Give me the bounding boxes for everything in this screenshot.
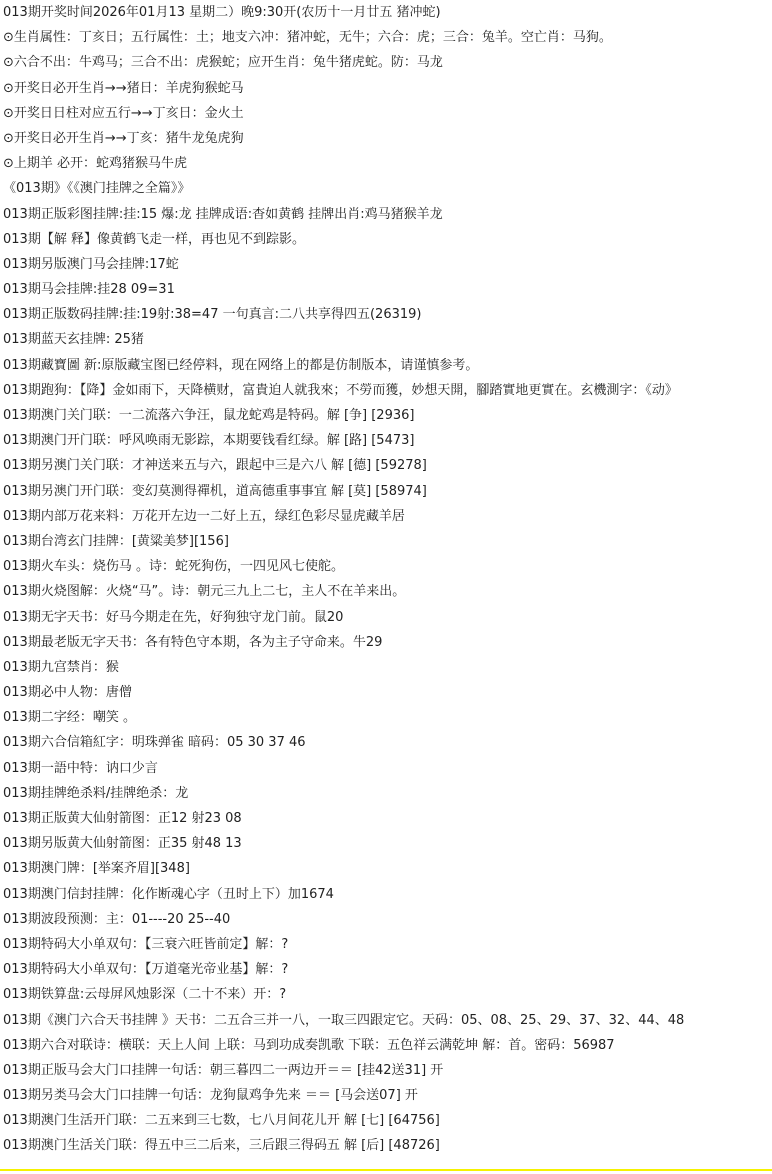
text-line: 013期火烧图解：火烧“马”。诗：朝元三九上二七，主人不在羊来出。 (3, 584, 406, 600)
text-line: 013期正版数码挂牌:挂:19射:38=47 一句真言:二八共享得四五(26319) (3, 307, 422, 323)
bottom-divider (0, 1169, 772, 1171)
text-line: ⊙上期羊 必开：蛇鸡猪猴马牛虎 (3, 156, 188, 172)
text-line: 013期六合信箱紅字：明珠弹雀 暗码：05 30 37 46 (3, 735, 306, 751)
text-line: 013期澳门信封挂牌：化作断魂心字（丑时上下）加1674 (3, 886, 334, 902)
text-line: ⊙生肖属性：丁亥日；五行属性：土；地支六冲：猪冲蛇，无牛；六合：虎；三合：兔羊。空亡肖：马狗。 (3, 30, 612, 46)
text-line: 《013期》《《澳门挂牌之全篇》》 (3, 181, 191, 197)
text-line: 013期澳门生活关门联：得五中三二后来，三后跟三得码五 解 [后] [48726] (3, 1138, 440, 1154)
text-line: 013期【解 释】像黄鹤飞走一样，再也见不到踪影。 (3, 231, 305, 247)
text-line: 013期铁算盘:云母屏风烛影深（二十不来）开：? (3, 987, 287, 1003)
text-line: 013期另澳门开门联：变幻莫测得禪机，道高德重事事宜 解 [莫] [58974] (3, 483, 427, 499)
text-line: 013期另类马会大门口挂牌一句话：龙狗鼠鸡争先来 ＝＝ [马会送07] 开 (3, 1088, 418, 1104)
text-line: ⊙开奖日必开生肖→→猪日：羊虎狗猴蛇马 (3, 80, 244, 96)
text-line: 013期澳门生活开门联：二五来到三七数，七八月间花儿开 解 [七] [64756] (3, 1113, 440, 1129)
text-line: 013期另澳门关门联：才神送来五与六，跟起中三是六八 解 [德] [59278] (3, 458, 427, 474)
text-line: 013期最老版无字天书：各有特色守本期，各为主子守命来。牛29 (3, 634, 383, 650)
text-line: 013期台湾玄门挂牌：[黄粱美梦][156] (3, 533, 229, 549)
text-line: 013期一語中特：讷口少言 (3, 760, 158, 776)
text-line: 013期无字天书：好马今期走在先，好狗独守龙门前。鼠20 (3, 609, 344, 625)
text-line: 013期挂牌绝杀料/挂牌绝杀：龙 (3, 785, 189, 801)
text-line: 013期另版黄大仙射箭图：正35 射48 13 (3, 836, 242, 852)
text-line: 013期内部万花来料：万花开左边一二好上五，绿红色彩尽显虎藏羊居 (3, 508, 405, 524)
text-line: 013期另版澳门马会挂牌:17蛇 (3, 256, 179, 272)
text-line: ⊙六合不出：牛鸡马；三合不出：虎猴蛇；应开生肖：兔牛猪虎蛇。防：马龙 (3, 55, 443, 71)
text-line: 013期特码大小单双句：【万道毫光帝业基】解：? (3, 962, 289, 978)
text-line: 013期开奖时间2026年01月13 星期二）晚9:30开(农历十一月廿五 猪冲蛇) (3, 5, 441, 20)
text-line: 013期正版彩图挂牌:挂:15 爆:龙 挂牌成语:杳如黄鹤 挂牌出肖:鸡马猪猴羊龙 (3, 206, 443, 222)
text-line: 013期六合对联诗：横联：天上人间 上联：马到功成奏凯歌 下联：五色祥云满乾坤 解：首。密码：56987 (3, 1037, 615, 1053)
text-line: 013期跑狗：【降】金如雨下，天降横财，富貴迫人就我來；不勞而獲，妙想天開，腳踏實地更實在。玄機測字：《动》 (3, 382, 678, 398)
text-line: 013期九宫禁肖：猴 (3, 659, 119, 675)
text-line: 013期必中人物：唐僧 (3, 685, 132, 701)
text-line: 013期澳门开门联：呼风唤雨无影踪，本期要钱看红绿。解 [路] [5473] (3, 433, 415, 449)
lottery-info-list (3, 0, 769, 1159)
text-line: 013期正版黄大仙射箭图：正12 射23 08 (3, 811, 242, 826)
text-line: 013期火车头：烧伤马 。诗：蛇死狗伤，一四见风七使舵。 (3, 559, 344, 575)
text-line: 013期特码大小单双句：【三衰六旺皆前定】解：? (3, 936, 289, 952)
text-line: 013期波段预测：主：01----20 25--40 (3, 911, 231, 927)
text-line: ⊙开奖日日柱对应五行→→丁亥日：金火土 (3, 105, 244, 121)
text-line: 013期藏寶圖 新:原版藏宝图已经停料，现在网络上的都是仿制版本，请谨慎参考。 (3, 357, 479, 373)
text-line: 013期蓝天玄挂牌: 25猪 (3, 332, 144, 348)
text-line: 013期《澳门六合天书挂牌 》天书：二五合三并一八，一取三四跟定它。天码：05、08、25、29、37、32、44、48 (3, 1012, 685, 1028)
text-line: 013期正版马会大门口挂牌一句话：朝三暮四二一两边开＝＝ [挂42送31] 开 (3, 1062, 444, 1078)
text-line: 013期二字经：嘲笑 。 (3, 710, 136, 726)
text-line: 013期澳门牌：[举案齐眉][348] (3, 861, 190, 877)
text-line: 013期澳门关门联：一二流落六争汪，鼠龙蛇鸡是特码。解 [争] [2936] (3, 408, 415, 423)
text-line: 013期马会挂牌:挂28 09=31 (3, 282, 175, 298)
text-line: ⊙开奖日必开生肖→→丁亥：猪牛龙兔虎狗 (3, 130, 244, 146)
